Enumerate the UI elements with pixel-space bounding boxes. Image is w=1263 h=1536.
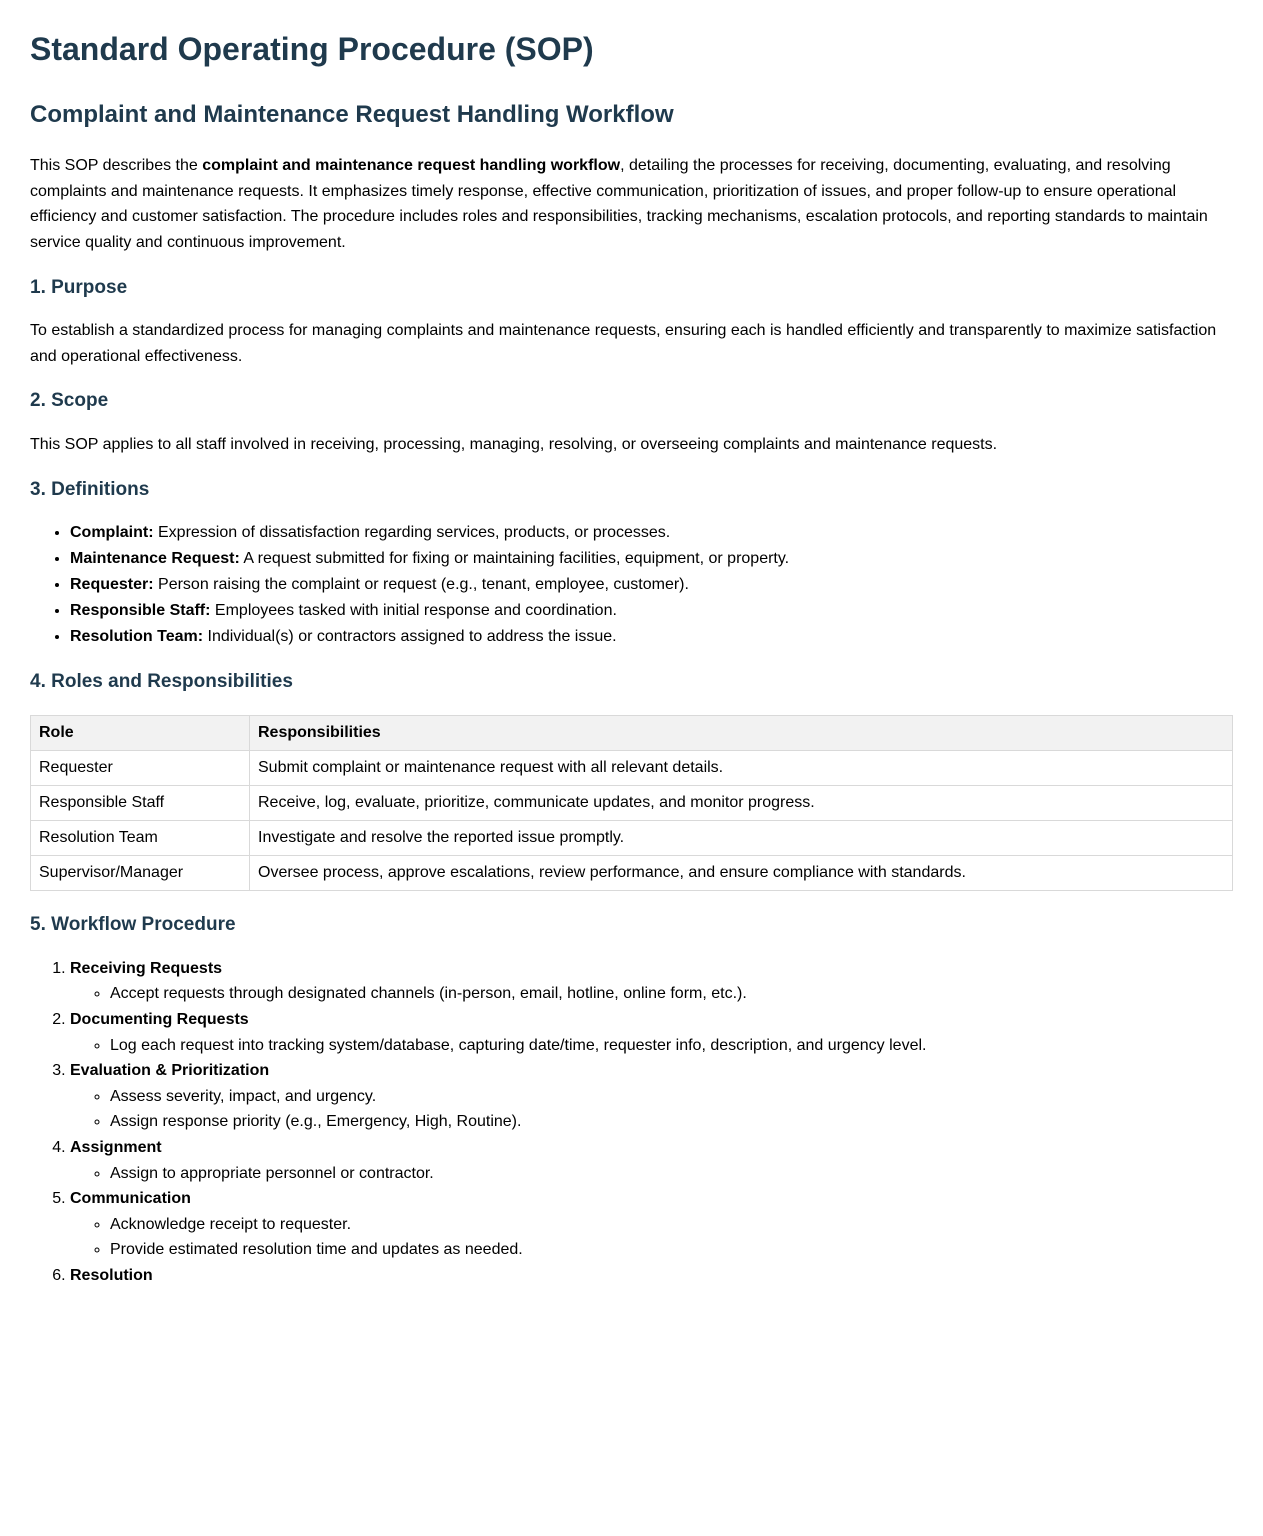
responsibility-cell: Investigate and resolve the reported issue promptly. bbox=[250, 821, 1233, 856]
table-header-row bbox=[31, 716, 1233, 751]
workflow-step-title: Resolution bbox=[70, 1266, 153, 1284]
intro-text-after: , detailing the processes for receiving, documenting, evaluating, and resolving complaints and maintenance requests. It emphasizes timely response, effective communication, prioritization of issues, and proper follow-up to ensure operational efficiency and customer satisfaction. The procedure includes roles and responsibilities, tracking mechanisms, escalation protocols, and reporting standards to maintain service quality and continuous improvement. bbox=[30, 157, 1208, 251]
workflow-substep: ◦ Accept requests through designated channels (in-person, email, hotline, online form, etc.). bbox=[110, 981, 1233, 1007]
responsibility-cell: Oversee process, approve escalations, review performance, and ensure compliance with standards. bbox=[250, 856, 1233, 891]
workflow-step bbox=[70, 1263, 1233, 1289]
table-row bbox=[31, 786, 1233, 821]
table-row bbox=[31, 821, 1233, 856]
definition-term: Requester: bbox=[70, 576, 154, 594]
workflow-substeps bbox=[70, 1161, 1233, 1187]
workflow-step bbox=[70, 1186, 1233, 1263]
definition-item bbox=[70, 624, 1233, 650]
definition-text: Person raising the complaint or request (e.g., tenant, employee, customer). bbox=[153, 576, 689, 594]
workflow-substep: ◦ Assign to appropriate personnel or contractor. bbox=[110, 1161, 1233, 1187]
definition-item bbox=[70, 572, 1233, 598]
purpose-text: To establish a standardized process for managing complaints and maintenance requests, ensuring each is handled efficiently and transparently to maximize satisfaction and operational effectiveness. bbox=[30, 322, 1217, 365]
scope-text: This SOP applies to all staff involved in receiving, processing, managing, resolving, or overseeing complaints and maintenance requests. bbox=[30, 436, 998, 454]
definition-item bbox=[70, 520, 1233, 546]
roles-table bbox=[30, 715, 1233, 891]
role-cell: Requester bbox=[31, 751, 250, 786]
responsibility-cell: Receive, log, evaluate, prioritize, communicate updates, and monitor progress. bbox=[250, 786, 1233, 821]
workflow-step-title: Evaluation & Prioritization bbox=[70, 1062, 270, 1080]
workflow-step-title: Communication bbox=[70, 1190, 191, 1208]
workflow-steps-list bbox=[30, 956, 1233, 1289]
scope-heading: 2. Scope bbox=[30, 390, 109, 412]
column-header-role: Role bbox=[31, 716, 250, 751]
role-cell: Responsible Staff bbox=[31, 786, 250, 821]
definition-item bbox=[70, 598, 1233, 624]
definition-text: A request submitted for fixing or maintaining facilities, equipment, or property. bbox=[239, 550, 790, 568]
roles-heading: 4. Roles and Responsibilities bbox=[30, 671, 293, 693]
purpose-heading: 1. Purpose bbox=[30, 276, 128, 298]
workflow-heading: 5. Workflow Procedure bbox=[30, 914, 236, 936]
role-cell: Supervisor/Manager bbox=[31, 856, 250, 891]
role-cell: Resolution Team bbox=[31, 821, 250, 856]
definition-term: Resolution Team: bbox=[70, 628, 204, 646]
workflow-step-title: Documenting Requests bbox=[70, 1010, 249, 1028]
responsibility-cell: Submit complaint or maintenance request with all relevant details. bbox=[250, 751, 1233, 786]
workflow-substeps bbox=[70, 1084, 1233, 1135]
workflow-step bbox=[70, 956, 1233, 1007]
definitions-heading: 3. Definitions bbox=[30, 478, 150, 500]
page-title: Standard Operating Procedure (SOP) bbox=[30, 31, 594, 67]
table-row bbox=[31, 856, 1233, 891]
definition-text: Employees tasked with initial response and coordination. bbox=[210, 602, 617, 620]
workflow-step bbox=[70, 1058, 1233, 1135]
workflow-substep: ◦ Acknowledge receipt to requester. bbox=[110, 1212, 1233, 1238]
workflow-substep: ◦ Assess severity, impact, and urgency. bbox=[110, 1084, 1233, 1110]
workflow-substeps bbox=[70, 981, 1233, 1007]
definition-term: Maintenance Request: bbox=[70, 550, 240, 568]
workflow-step-title: Assignment bbox=[70, 1138, 162, 1156]
definition-term: Complaint: bbox=[70, 524, 154, 542]
definition-text: Expression of dissatisfaction regarding services, products, or processes. bbox=[153, 524, 671, 542]
definitions-list bbox=[30, 520, 1233, 650]
workflow-step bbox=[70, 1007, 1233, 1058]
workflow-substep: ◦ Log each request into tracking system/database, capturing date/time, requester info, description, and urgency level. bbox=[110, 1033, 1233, 1059]
table-row bbox=[31, 751, 1233, 786]
definition-term: Responsible Staff: bbox=[70, 602, 211, 620]
workflow-substeps bbox=[70, 1033, 1233, 1059]
intro-paragraph bbox=[30, 153, 1233, 255]
workflow-step-title: Receiving Requests bbox=[70, 959, 223, 977]
workflow-step bbox=[70, 1135, 1233, 1186]
workflow-substeps bbox=[70, 1212, 1233, 1263]
definition-text: Individual(s) or contractors assigned to address the issue. bbox=[203, 628, 617, 646]
workflow-substep: ◦ Assign response priority (e.g., Emergency, High, Routine). bbox=[110, 1109, 1233, 1135]
definition-item bbox=[70, 546, 1233, 572]
intro-bold-text: complaint and maintenance request handling workflow bbox=[202, 157, 621, 175]
workflow-substep: ◦ Provide estimated resolution time and updates as needed. bbox=[110, 1237, 1233, 1263]
column-header-responsibilities: Responsibilities bbox=[250, 716, 1233, 751]
intro-text-before: This SOP describes the bbox=[30, 157, 203, 175]
page-subtitle: Complaint and Maintenance Request Handling Workflow bbox=[30, 101, 674, 129]
